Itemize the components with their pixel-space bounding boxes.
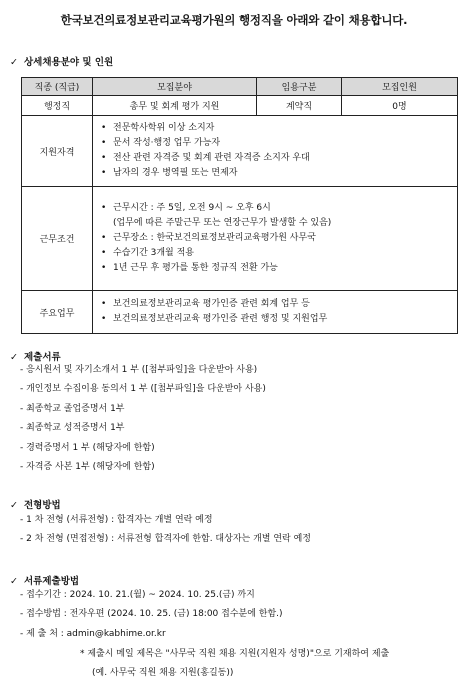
cell-employment-type: 계약직 [257, 96, 342, 116]
conditions-row [22, 187, 458, 291]
list-item: - 자격증 사본 1부 (해당자에 한함) [20, 461, 155, 472]
list-item: • 보건의료정보관리교육 평가인증 관련 회계 업무 등 [101, 297, 457, 312]
duties-content [93, 291, 458, 334]
list-item: - 개인정보 수집이용 동의서 1 부 ([첨부파일]을 다운받아 사용) [20, 384, 266, 395]
header-field: 모집분야 [93, 78, 257, 96]
list-item: - 2 차 전형 (면접전형) : 서류전형 합격자에 한함. 대상자는 개별 연락 예정 [20, 534, 311, 545]
list-item: • 남자의 경우 병역필 또는 면제자 [101, 166, 457, 181]
list-item: - 경력증명서 1 부 (해당자에 한함) [20, 442, 155, 453]
table-row [22, 96, 458, 116]
list-item: • 전문학사학위 이상 소지자 [101, 121, 457, 136]
section-recruitment-heading [10, 54, 113, 68]
qualification-row [22, 116, 458, 187]
section-title: 상세채용분야 및 인원 [24, 57, 114, 68]
header-employment-type: 임용구분 [257, 78, 342, 96]
list-item: • 1년 근무 후 평가를 통한 정규직 전환 가능 [101, 261, 457, 276]
duties-label: 주요업무 [22, 291, 93, 334]
list-item: • 수습기간 3개월 적용 [101, 246, 457, 261]
cell-headcount: 0명 [342, 96, 458, 116]
section-title: 제출서류 [24, 352, 61, 363]
submission-note-example: (예. 사무국 직원 채용 지원(홍길동)) [92, 668, 234, 678]
list-item: • 보건의료정보관리교육 평가인증 관련 행정 및 지원업무 [101, 312, 457, 327]
section-title: 전형방법 [24, 500, 61, 511]
recruitment-table [21, 77, 458, 334]
check-icon: ✓ [10, 500, 18, 511]
list-item: • 근무장소 : 한국보건의료정보관리교육평가원 사무국 [101, 231, 457, 246]
section-submission-heading [10, 573, 79, 587]
duties-row [22, 291, 458, 334]
list-item: - 응시원서 및 자기소개서 1 부 ([첨부파일]을 다운받아 사용) [20, 365, 258, 375]
section-selection-heading [10, 497, 61, 511]
submission-email[interactable]: - 제 출 처 : admin@kabhime.or.kr [20, 628, 166, 639]
list-item: - 최종학교 성적증명서 1부 [20, 423, 125, 434]
header-job-type: 직종 (직급) [22, 78, 93, 96]
documents-list [20, 361, 266, 477]
check-icon: ✓ [10, 352, 18, 363]
list-item: - 접수방법 : 전자우편 (2024. 10. 25. (금) 18:00 접수분에 한함.) [20, 609, 283, 620]
list-item: - 접수기간 : 2024. 10. 21.(월) ~ 2024. 10. 25.(금) 까지 [20, 590, 255, 600]
submission-list [20, 586, 283, 644]
header-headcount: 모집인원 [342, 78, 458, 96]
cell-field: 총무 및 회계 평가 지원 [93, 96, 257, 116]
list-item-continuation: (업무에 따른 주말근무 또는 연장근무가 발생할 수 있음) [113, 218, 332, 228]
conditions-label: 근무조건 [22, 187, 93, 291]
table-header-row [22, 78, 458, 96]
check-icon: ✓ [10, 57, 18, 68]
list-item: • 전산 관련 자격증 및 회계 관련 자격증 소지자 우대 [101, 151, 457, 166]
cell-job-type: 행정직 [22, 96, 93, 116]
intro-heading: 한국보건의료정보관리교육평가원의 행정직을 아래와 같이 채용합니다. [60, 13, 408, 27]
list-item: - 최종학교 졸업증명서 1부 [20, 403, 125, 414]
selection-list [20, 511, 311, 550]
section-title: 서류제출방법 [24, 576, 80, 587]
submission-note: * 제출시 메일 제목은 "사무국 직원 채용 지원(지원자 성명)"으로 기재하여 제출 [80, 649, 390, 659]
qualification-content [93, 116, 458, 187]
list-item: - 1 차 전형 (서류전형) : 합격자는 개별 연락 예정 [20, 515, 213, 525]
conditions-content [93, 187, 458, 291]
check-icon: ✓ [10, 576, 18, 587]
qualification-label: 지원자격 [22, 116, 93, 187]
list-item: • 문서 작성·행정 업무 가능자 [101, 136, 457, 151]
list-item: • 근무시간 : 주 5일, 오전 9시 ~ 오후 6시 [101, 201, 457, 216]
